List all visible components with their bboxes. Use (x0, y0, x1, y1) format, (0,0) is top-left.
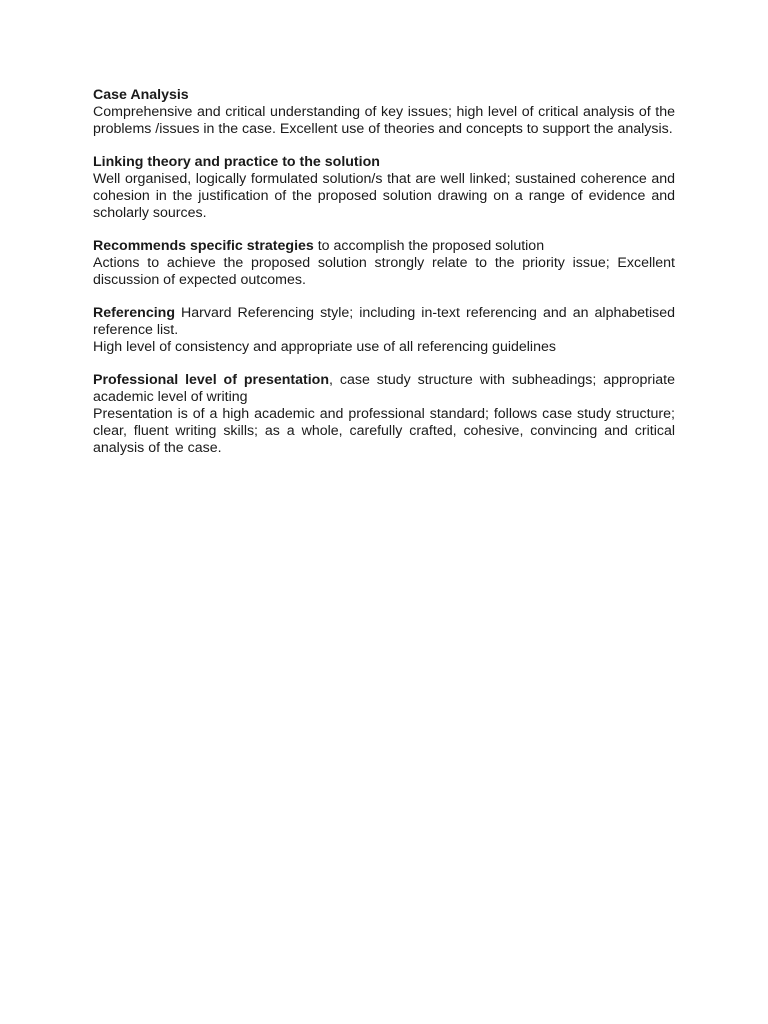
section-recommends-strategies (93, 238, 675, 289)
rubric-document (93, 87, 675, 473)
section-heading: Case Analysis (93, 87, 189, 103)
section-heading: Professional level of presentation (93, 372, 330, 388)
section-linking-theory (93, 154, 675, 222)
section-body: Comprehensive and critical understanding of key issues; high level of critical analysis of the problems /issues in the case. Excellent use of theories and concepts to support the analysis. (93, 104, 675, 137)
section-body: Well organised, logically formulated solution/s that are well linked; sustained coherence and cohesion in the justification of the proposed solution drawing on a range of evidence and scholarly sources. (93, 171, 675, 221)
section-referencing (93, 305, 675, 356)
section-heading-rest: Harvard Referencing style; including in-text referencing and an alphabetised reference list. (93, 305, 675, 338)
section-body: Presentation is of a high academic and professional standard; follows case study structure; clear, fluent writing skills; as a whole, carefully crafted, cohesive, convincing and critical analysis of the case. (93, 406, 675, 456)
section-case-analysis (93, 87, 675, 138)
section-body: Actions to achieve the proposed solution strongly relate to the priority issue; Excellent discussion of expected outcomes. (93, 255, 675, 288)
section-professional-presentation (93, 372, 675, 457)
section-heading: Referencing (93, 305, 175, 321)
section-heading-rest: to accomplish the proposed solution (313, 238, 545, 254)
section-heading-rest: , case study structure with subheadings; appropriate academic level of writing (93, 372, 675, 405)
section-heading: Linking theory and practice to the solution (93, 154, 380, 170)
section-body: High level of consistency and appropriate use of all referencing guidelines (93, 339, 556, 355)
section-heading: Recommends specific strategies (93, 238, 314, 254)
